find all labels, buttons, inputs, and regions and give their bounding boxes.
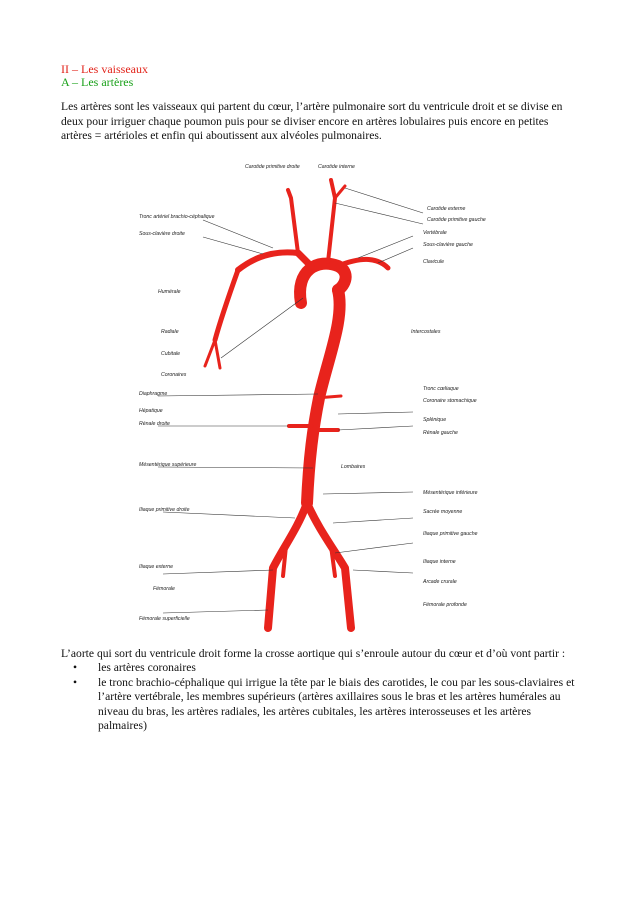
label-femorale-superficielle: Fémorale superficielle — [139, 616, 190, 622]
right-carotid — [288, 190, 298, 253]
label-humerale: Humérale — [158, 289, 181, 295]
label-iliaque-interne: Iliaque interne — [423, 559, 456, 565]
label-carotide-interne: Carotide interne — [318, 164, 355, 170]
left-common-iliac — [307, 503, 351, 628]
label-diaphragme: Diaphragme — [139, 391, 168, 397]
bullet-icon: • — [73, 675, 78, 689]
right-common-iliac — [268, 503, 307, 628]
label-tronc-brachio: Tronc artériel brachio-céphalique — [139, 214, 215, 220]
label-carotide-primitive-droite: Carotide primitive droite — [245, 164, 300, 170]
label-iliaque-primitive-droite: Iliaque primitive droite — [139, 507, 190, 513]
left-carotid-external — [335, 186, 345, 198]
label-tronc-coeliaque: Tronc cœliaque — [423, 386, 459, 392]
label-lombaires: Lombaires — [341, 464, 366, 470]
label-coronaires: Coronaires — [161, 372, 187, 378]
subsection-heading: A – Les artères — [61, 75, 134, 89]
label-sacree-moyenne: Sacrée moyenne — [423, 509, 463, 515]
aorta-paragraph: L’aorte qui sort du ventricule droit forme la crosse aortique qui s’enroule autour du cœur et d’où vont partir : — [61, 647, 566, 660]
artery-diagram — [123, 158, 515, 634]
bullet-icon: • — [73, 661, 78, 674]
label-coronaire-stomachique: Coronaire stomachique — [423, 398, 477, 404]
list-item — [61, 661, 581, 676]
label-vertebrale: Vertébrale — [423, 230, 447, 236]
label-clavicule: Clavicule — [423, 259, 445, 265]
celiac-trunk — [316, 396, 341, 398]
right-radial — [205, 340, 215, 366]
figure-labels — [139, 164, 486, 622]
label-mesenterique-inferieure: Mésentérique inférieure — [423, 490, 478, 496]
label-iliaque-externe: Iliaque externe — [139, 564, 174, 570]
list-item-text: le tronc brachio-céphalique qui irrigue la tête par le biais des carotides, le cou par les sous-claviaires et l’artère vertébrale, les membres supérieurs (artères axillaires sous le bras et les artères humérales au niveau du bras, les artères radiales, les artères cubitales, les artères interosseuses et les artères palmaires) — [98, 675, 575, 732]
label-hepatique: Hépatique — [139, 408, 163, 414]
label-mesenterique-superieure: Mésentérique supérieure — [139, 462, 197, 468]
arterial-system-figure — [123, 158, 515, 634]
label-iliaque-primitive-gauche: Iliaque primitive gauche — [423, 531, 478, 537]
right-ulnar — [215, 340, 220, 368]
label-sous-claviere-gauche: Sous-clavière gauche — [423, 242, 473, 248]
label-radiale: Radiale — [161, 329, 179, 335]
label-cubitale: Cubitale — [161, 351, 181, 357]
label-femorale: Fémorale — [153, 586, 175, 592]
label-splenique: Splénique — [423, 417, 447, 423]
right-humeral — [215, 270, 238, 340]
right-subclavian — [238, 252, 298, 270]
list-item — [61, 676, 581, 734]
label-carotide-primitive-gauche: Carotide primitive gauche — [427, 217, 486, 223]
label-renale-gauche: Rénale gauche — [423, 430, 458, 436]
left-carotid — [328, 180, 335, 262]
label-femorale-profonde: Fémorale profonde — [423, 602, 467, 608]
arteries — [205, 180, 388, 628]
label-renale-droite: Rénale droite — [139, 421, 170, 427]
label-sous-claviere-droite: Sous-clavière droite — [139, 231, 185, 237]
label-intercostales: Intercostales — [411, 329, 441, 335]
label-carotide-externe: Carotide externe — [427, 206, 466, 212]
intro-paragraph: Les artères sont les vaisseaux qui partent du cœur, l’artère pulmonaire sort du ventricule droit et se divise en deux pour irriguer chaque poumon puis pour se diviser encore en artères lobulaires puis encore en petites artères = artérioles et enfin qui aboutissent aux alvéoles pulmonaires. — [61, 100, 563, 142]
label-arcade-crurale: Arcade crurale — [423, 579, 457, 585]
list-item-text: les artères coronaires — [98, 661, 196, 674]
branch-list — [61, 661, 581, 734]
section-heading: II – Les vaisseaux — [61, 62, 148, 76]
